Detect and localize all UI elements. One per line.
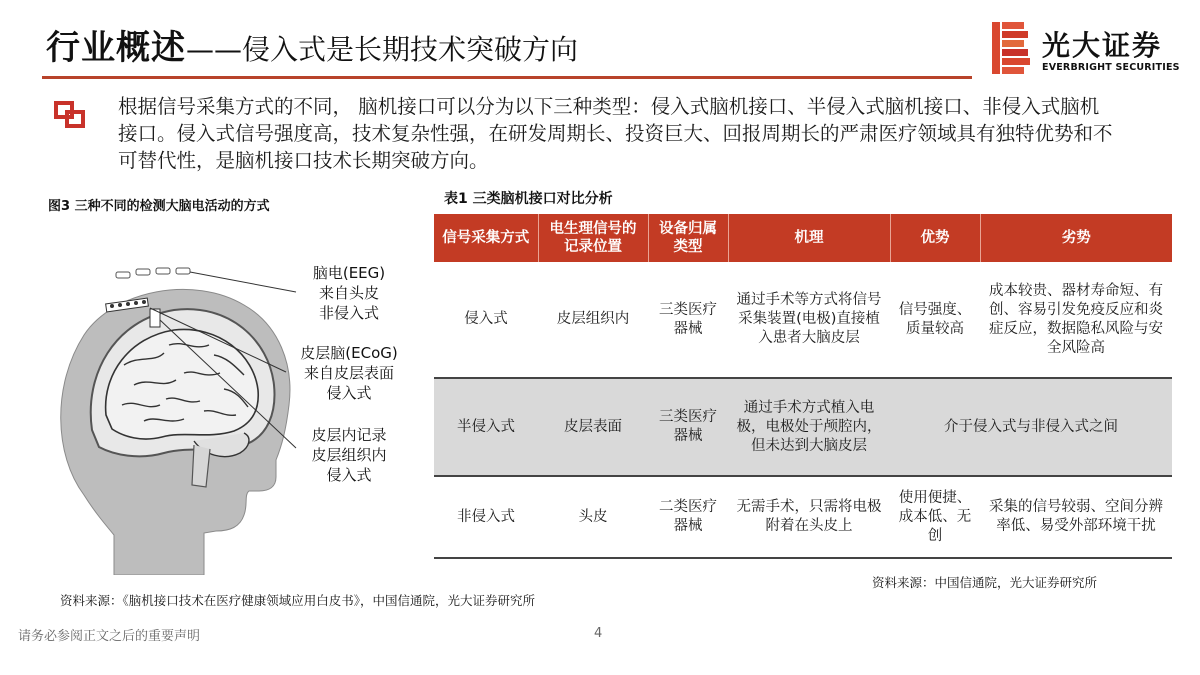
disclaimer-note: 请务必参阅正文之后的重要声明 — [18, 629, 201, 644]
label-eeg-line: 非侵入式 — [318, 304, 379, 322]
table-source: 资料来源：中国信通院，光大证券研究所 — [872, 575, 1098, 590]
figure-caption: 图3 三种不同的检测大脑电活动的方式 — [48, 199, 270, 214]
bullet-squares-icon — [54, 100, 88, 130]
cell-advantage: 信号强度、质量较高 — [890, 262, 980, 378]
label-ecog-line: 皮层脑(ECoG) — [300, 344, 398, 362]
cell-mechanism: 通过手术方式植入电极，电极处于颅腔内，但未达到大脑皮层 — [728, 378, 890, 476]
brain-head-illustration — [44, 265, 304, 575]
cell-device: 三类医疗器械 — [648, 378, 728, 476]
table-header-row — [434, 214, 1172, 262]
title-subtitle: ——侵入式是长期技术突破方向 — [186, 33, 579, 66]
logo-name-cn: 光大证券 — [1042, 29, 1163, 62]
table-header-cell: 电生理信号的记录位置 — [538, 214, 648, 262]
cell-location: 皮层组织内 — [538, 262, 648, 378]
label-eeg-line: 脑电(EEG) — [312, 264, 386, 282]
logo-name-en: EVERBRIGHT SECURITIES — [1042, 62, 1180, 73]
title-divider — [42, 76, 972, 79]
cell-location: 皮层表面 — [538, 378, 648, 476]
page-number: 4 — [594, 626, 603, 641]
cell-disadvantage: 成本较贵、器材寿命短、有创、容易引发免疫反应和炎症反应，数据隐私风险与安全风险高 — [980, 262, 1172, 378]
table-header-cell: 机理 — [728, 214, 890, 262]
table-header-cell: 优势 — [890, 214, 980, 262]
table-header-cell: 信号采集方式 — [434, 214, 538, 262]
label-eeg-line: 来自头皮 — [318, 284, 379, 302]
table-row — [434, 476, 1172, 558]
table-row — [434, 378, 1172, 476]
everbright-logo-icon — [990, 20, 1034, 76]
cell-location: 头皮 — [538, 476, 648, 558]
page-title — [46, 20, 578, 69]
table-row — [434, 262, 1172, 378]
cell-type: 非侵入式 — [434, 476, 538, 558]
label-ecog — [282, 343, 416, 403]
cell-disadvantage: 采集的信号较弱、空间分辨率低、易受外部环境干扰 — [980, 476, 1172, 558]
cell-type: 半侵入式 — [434, 378, 538, 476]
label-intracortical — [294, 425, 404, 485]
comparison-table — [434, 214, 1172, 559]
label-ecog-line: 来自皮层表面 — [303, 364, 394, 382]
title-main: 行业概述 — [46, 28, 186, 68]
label-ecog-line: 侵入式 — [326, 384, 372, 402]
cell-device: 二类医疗器械 — [648, 476, 728, 558]
cell-mechanism: 无需手术，只需将电极附着在头皮上 — [728, 476, 890, 558]
cell-advantage: 使用便捷、成本低、无创 — [890, 476, 980, 558]
intro-paragraph: 根据信号采集方式的不同， 脑机接口可以分为以下三种类型：侵入式脑机接口、半侵入式脑机接口、非侵入式脑机接口。侵入式信号强度高，技术复杂性强，在研发周期长、投资巨大、回报周期长的严肃医疗领域具有独特优势和不可替代性，是脑机接口技术长期突破方向。 — [118, 95, 1113, 172]
figure-source: 资料来源：《脑机接口技术在医疗健康领域应用白皮书》，中国信通院，光大证券研究所 — [60, 593, 536, 608]
table-caption: 表1 三类脑机接口对比分析 — [444, 191, 613, 207]
label-intracortical-line: 皮层内记录 — [311, 426, 387, 444]
label-intracortical-line: 皮层组织内 — [311, 446, 387, 464]
table-header-cell: 劣势 — [980, 214, 1172, 262]
cell-merged-comparison: 介于侵入式与非侵入式之间 — [890, 378, 1172, 476]
table-header-cell: 设备归属类型 — [648, 214, 728, 262]
cell-type: 侵入式 — [434, 262, 538, 378]
cell-mechanism: 通过手术等方式将信号采集装置(电极)直接植入患者大脑皮层 — [728, 262, 890, 378]
cell-device: 三类医疗器械 — [648, 262, 728, 378]
label-eeg — [294, 263, 404, 323]
brand-logo — [990, 20, 1180, 80]
label-intracortical-line: 侵入式 — [326, 466, 372, 484]
